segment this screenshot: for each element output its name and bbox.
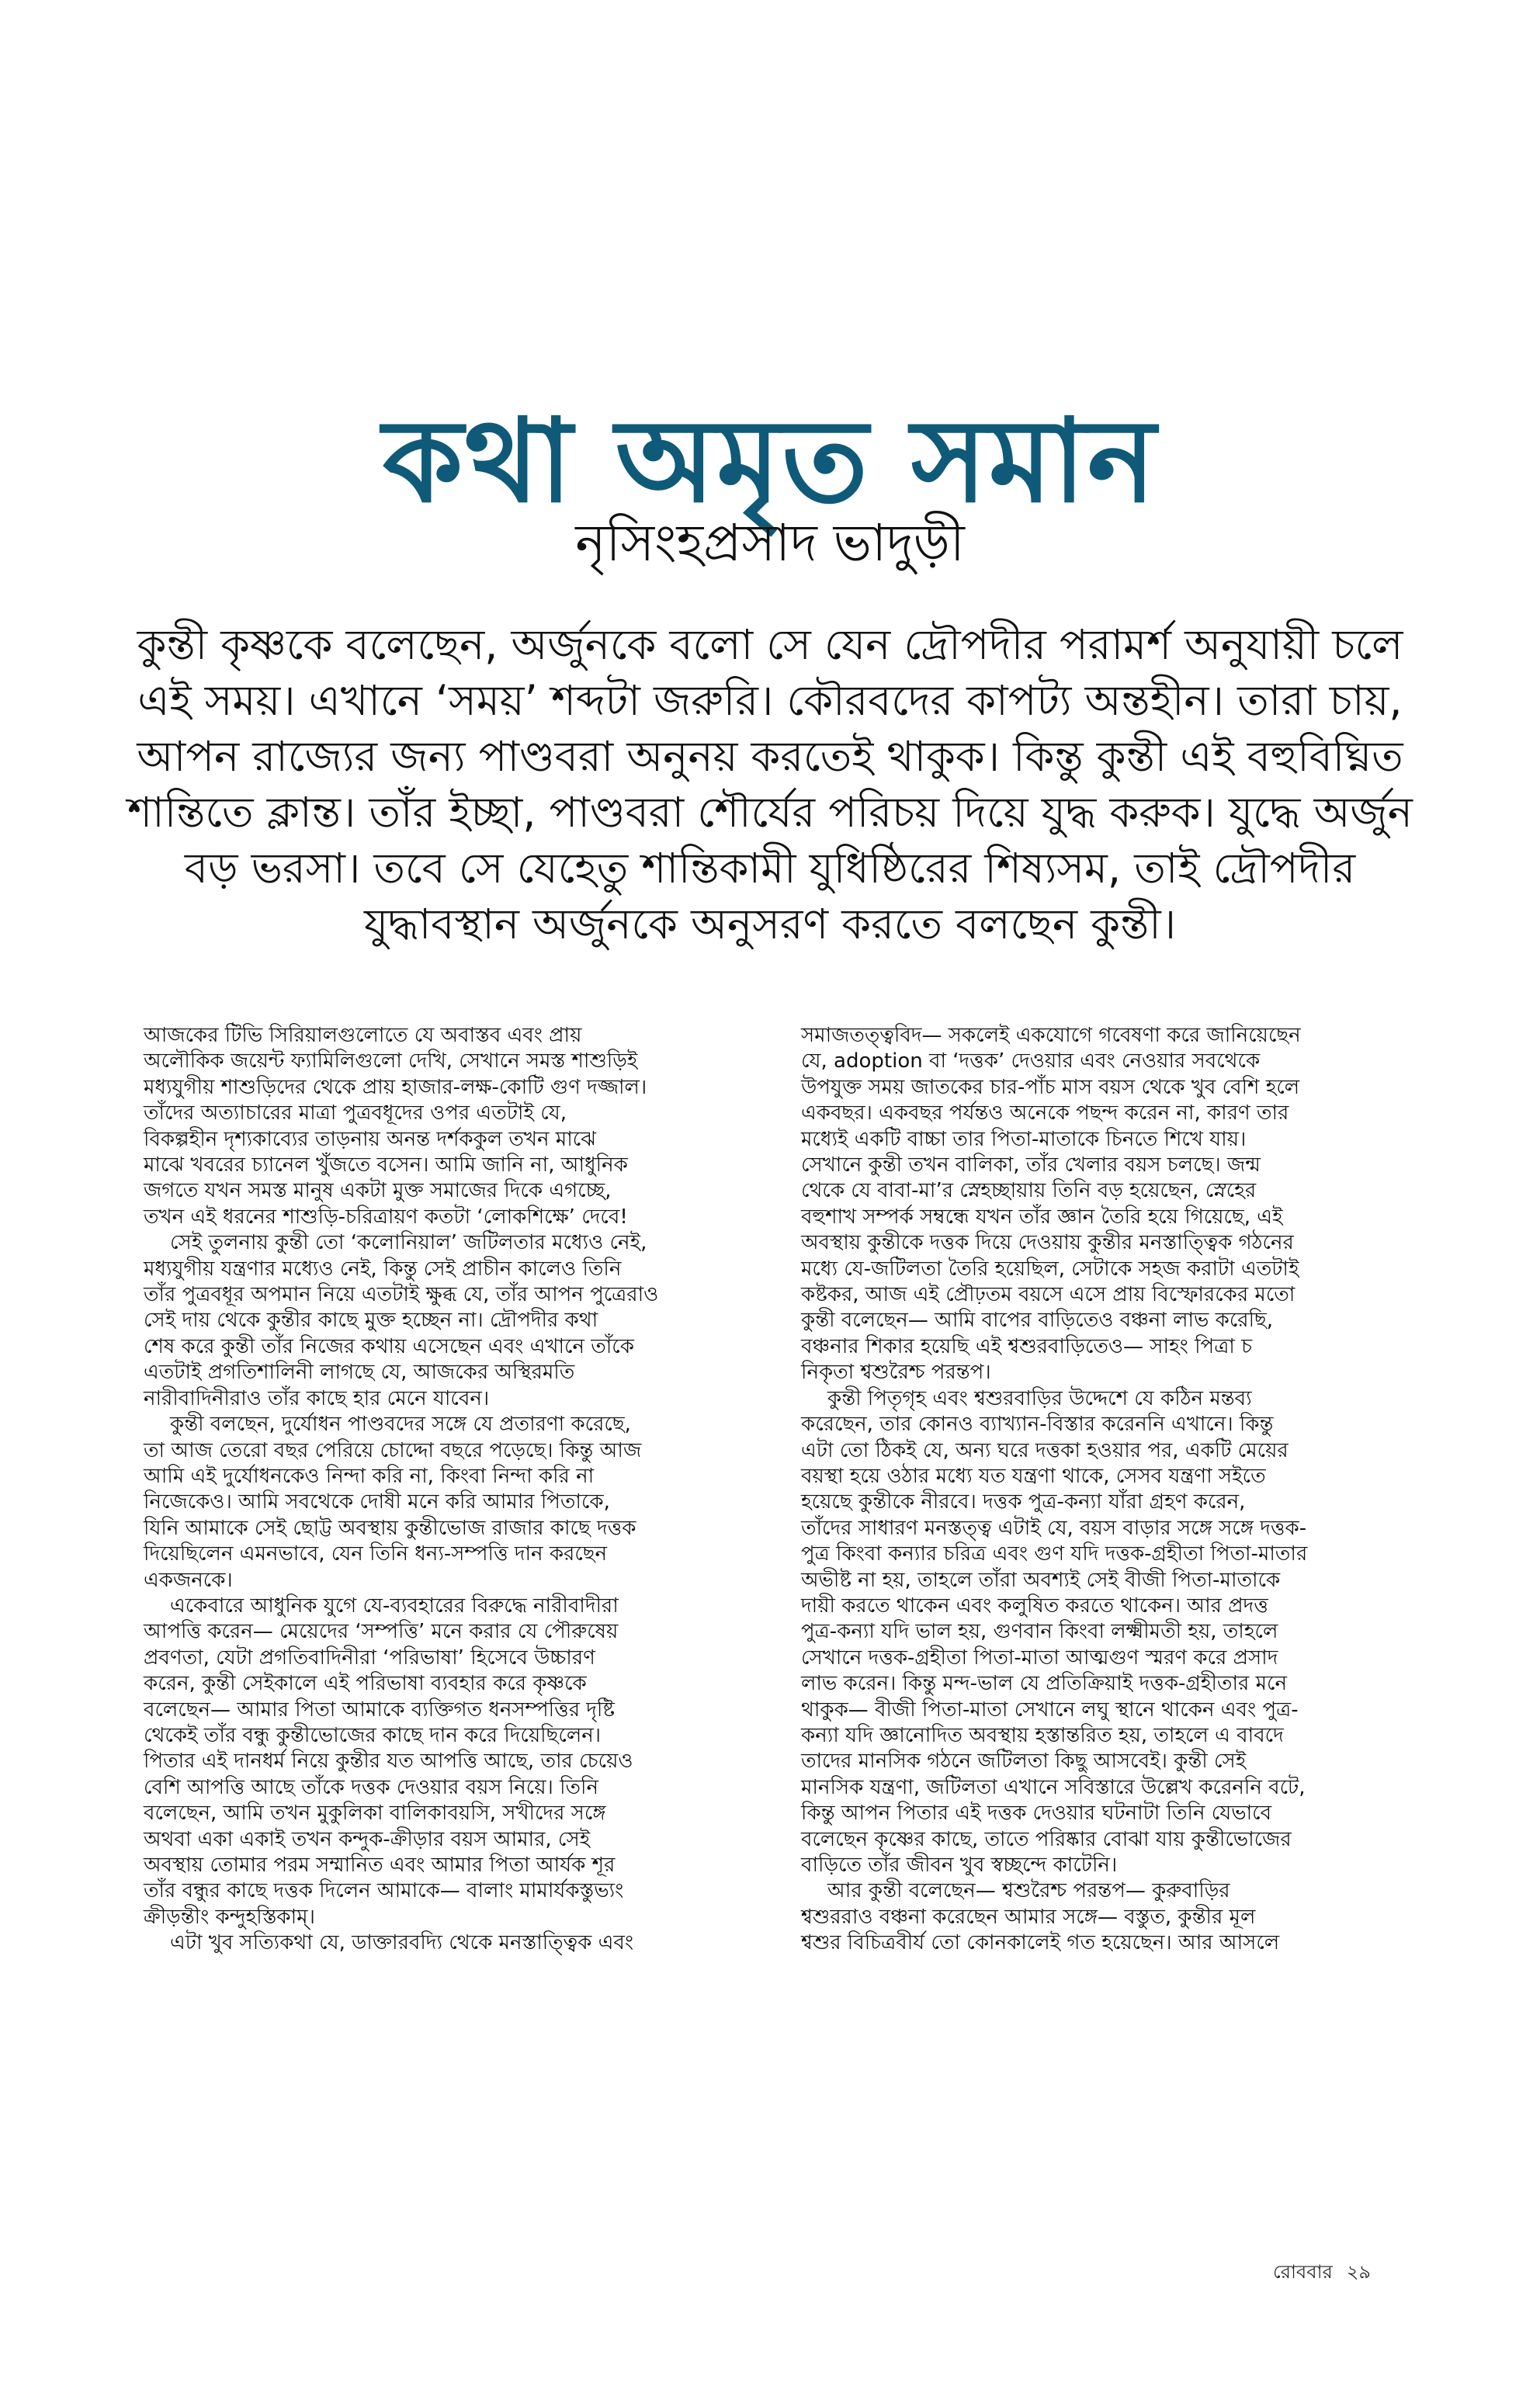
body-text-line: মাঝে খবরের চ্যানেল খুঁজতে বসেন। আমি জানি না, আধুনিক (144, 1153, 628, 1177)
body-text-line: তাঁদের অত্যাচারের মাত্রা পুত্রবধূদের ওপর এতটাই যে, (144, 1101, 567, 1125)
body-text-line: পুত্র-কন্যা যদি ভাল হয়, গুণবান কিংবা লক্ষ্মীমতী হয়, তাহলে (801, 1620, 1278, 1644)
body-text-line: বাড়িতে তাঁর জীবন খুব স্বচ্ছন্দে কাটেনি। (801, 1854, 1118, 1877)
body-text-line: সেই তুলনায় কুন্তী তো ‘কলোনিয়াল’ জটিলতার মধ্যেও নেই, (170, 1231, 647, 1255)
body-text-line: করেছেন, তার কোনও ব্যাখ্যান-বিস্তার করেননি এখানে। কিন্তু (801, 1413, 1274, 1437)
intro-line: শান্তিতে ক্লান্ত। তাঁর ইচ্ছা, পাণ্ডবরা শৌর্যের পরিচয় দিয়ে যুদ্ধ করুক। যুদ্ধে অর্জুন (127, 788, 1413, 837)
body-text-line: তখন এই ধরনের শাশুড়ি-চরিত্রায়ণ কতটা ‘লোকশিক্ষে’ দেবে! (144, 1205, 628, 1229)
body-text-line: যে, adoption বা ‘দত্তক’ দেওয়ার এবং নেওয়ার সবথেকে (801, 1049, 1261, 1073)
body-text-line: অথবা একা একাই তখন কন্দুক-ক্রীড়ার বয়স আমার, সেই (144, 1827, 591, 1851)
body-text-line: নিজেকেও। আমি সবথেকে দোষী মনে করি আমার পিতাকে, (144, 1490, 610, 1514)
body-column-right (801, 1023, 1445, 1957)
magazine-name: রোববার (1273, 2261, 1333, 2283)
body-text-line: কিন্তু আপন পিতার এই দত্তক দেওয়ার ঘটনাটা তিনি যেভাবে (801, 1802, 1272, 1826)
body-text-line: একেবারে আধুনিক যুগে যে-ব্যবহারের বিরুদ্ধে নারীবাদীরা (170, 1594, 619, 1618)
body-text-line: বহুশাখ সম্পর্ক সম্বন্ধে যখন তাঁর জ্ঞান তৈরি হয়ে গিয়েছে, এই (801, 1205, 1283, 1229)
body-text-line: মধ্যযুগীয় যন্ত্রণার মধ্যেও নেই, কিন্তু সেই প্রাচীন কালেও তিনি (144, 1257, 622, 1281)
body-text-line: জগতে যখন সমস্ত মানুষ একটা মুক্ত সমাজের দিকে এগচ্ছে, (144, 1179, 612, 1203)
intro-line: বড় ভরসা। তবে সে যেহেতু শান্তিকামী যুধিষ্ঠিরের শিষ্যসম, তাই দ্রৌপদীর (184, 844, 1356, 893)
author-byline: নৃসিংহপ্রসাদ ভাদুড়ী (575, 513, 965, 573)
intro-line: এই সময়। এখানে ‘সময়’ শব্দটা জরুরি। কৌরবদের কাপট্য অন্তহীন। তারা চায়, (137, 676, 1403, 725)
body-text-line: থেকেই তাঁর বন্ধু কুন্তীভোজের কাছে দান করে দিয়েছিলেন। (144, 1723, 602, 1747)
body-text-line: দায়ী করতে থাকেন এবং কলুষিত করতে থাকেন। আর প্রদত্ত (801, 1594, 1268, 1618)
body-text-line: থেকে যে বাবা-মা’র স্নেহচ্ছায়ায় তিনি বড় হয়েছেন, স্নেহের (801, 1179, 1257, 1203)
body-text-line: মধ্যযুগীয় শাশুড়িদের থেকে প্রায় হাজার-লক্ষ-কোটি গুণ দজ্জাল। (144, 1075, 647, 1099)
body-text-line: অলৌকিক জয়েন্ট ফ্যামিলিগুলো দেখি, সেখানে সমস্ত শাশুড়িই (144, 1049, 638, 1073)
body-text-line: পিতার এই দানধর্ম নিয়ে কুন্তীর যত আপত্তি আছে, তার চেয়েও (144, 1750, 633, 1774)
body-text-line: এটা খুব সত্যিকথা যে, ডাক্তারবদ্যি থেকে মনস্তাত্ত্বিক এবং (170, 1931, 634, 1955)
article-title: কথা অমৃত সমান (383, 394, 1157, 529)
body-text-line: সেখানে দত্তক-গ্রহীতা পিতা-মাতা আত্মগুণ স্মরণ করে প্রসাদ (801, 1646, 1278, 1670)
body-text-line: মধ্যেই একটি বাচ্চা তার পিতা-মাতাকে চিনতে শিখে যায়। (801, 1127, 1247, 1151)
body-text-line: তাঁর পুত্রবধূর অপমান নিয়ে এতটাই ক্ষুব্ধ যে, তাঁর আপন পুত্রেরাও (144, 1283, 659, 1307)
body-text-line: একবছর। একবছর পর্যন্তও অনেকে পছন্দ করেন না, কারণ তার (801, 1101, 1289, 1125)
body-column-left (144, 1023, 788, 1957)
intro-line: কুন্তী কৃষ্ণকে বলেছেন, অর্জুনকে বলো সে যেন দ্রৌপদীর পরামর্শ অনুযায়ী চলে (137, 620, 1403, 669)
body-text-line: মানসিক যন্ত্রণা, জটিলতা এখানে সবিস্তারে উল্লেখ করেননি বটে, (801, 1775, 1306, 1799)
body-text-line: বিকল্পহীন দৃশ্যকাব্যের তাড়নায় অনন্ত দর্শককুল তখন মাঝে (144, 1127, 596, 1151)
body-text-line: বঞ্চনার শিকার হয়েছি এই শ্বশুরবাড়িতেও— সাহং পিত্রা চ (801, 1334, 1253, 1358)
body-text-line: তাঁর বন্ধুর কাছে দত্তক দিলেন আমাকে— বালাং মামার্যকস্তুভ্যং (144, 1879, 624, 1903)
body-text-line: এতটাই প্রগতিশালিনী লাগছে যে, আজকের অস্থিরমতি (144, 1361, 575, 1385)
body-text-line: কষ্টকর, আজ এই প্রৌঢ়তম বয়সে এসে প্রায় বিস্ফোরকের মতো (801, 1283, 1295, 1307)
body-text-line: শ্বশুররাও বঞ্চনা করেছেন আমার সঙ্গে— বস্তুত, কুন্তীর মূল (801, 1905, 1256, 1929)
body-text-line: অবস্থায় কুন্তীকে দত্তক দিয়ে দেওয়ায় কুন্তীর মনস্তাত্ত্বিক গঠনের (801, 1231, 1294, 1255)
intro-deck (116, 617, 1424, 952)
body-text-line: মধ্যে যে-জটিলতা তৈরি হয়েছিল, সেটাকে সহজ করাটা এতটাই (801, 1257, 1299, 1281)
body-text-line: পুত্র কিংবা কন্যার চরিত্র এবং গুণ যদি দত্তক-গ্রহীতা পিতা-মাতার (801, 1542, 1308, 1566)
body-text-line: থাকুক— বীজী পিতা-মাতা সেখানে লঘু স্থানে থাকেন এবং পুত্র- (801, 1698, 1299, 1722)
body-text-line: ক্রীড়ন্তীং কন্দুহস্তিকাম্। (144, 1905, 315, 1929)
body-text-line: বয়স্থা হয়ে ওঠার মধ্যে যত যন্ত্রণা থাকে, সেসব যন্ত্রণা সইতে (801, 1464, 1266, 1488)
body-text-line: অবস্থায় তোমার পরম সম্মানিত এবং আমার পিতা আর্যক শূর (144, 1854, 616, 1877)
body-text-line: অভীষ্ট না হয়, তাহলে তাঁরা অবশ্যই সেই বীজী পিতা-মাতাকে (801, 1568, 1281, 1592)
body-text-line: বেশি আপত্তি আছে তাঁকে দত্তক দেওয়ার বয়স নিয়ে। তিনি (144, 1775, 599, 1799)
intro-line: যুদ্ধাবস্থান অর্জুনকে অনুসরণ করতে বলছেন কুন্তী। (363, 900, 1177, 949)
body-text-line: নারীবাদিনীরাও তাঁর কাছে হার মেনে যাবেন। (144, 1386, 490, 1410)
body-text-line: শেষ করে কুন্তী তাঁর নিজের কথায় এসেছেন এবং এখানে তাঁকে (144, 1334, 634, 1358)
body-text-line: কুন্তী বলছেন, দুর্যোধন পাণ্ডবদের সঙ্গে যে প্রতারণা করেছে, (170, 1413, 631, 1437)
body-text-line: সেই দায় থেকে কুন্তীর কাছে মুক্ত হচ্ছেন না। দ্রৌপদীর কথা (144, 1309, 598, 1333)
body-text-line: আর কুন্তী বলেছেন— শ্বশুরৈশ্চ পরন্তপ— কুরুবাড়ির (827, 1879, 1230, 1903)
body-text-line: সেখানে কুন্তী তখন বালিকা, তাঁর খেলার বয়স চলছে। জন্ম (801, 1153, 1261, 1177)
body-text-line: সমাজতত্ত্ববিদ— সকলেই একযোগে গবেষণা করে জানিয়েছেন (801, 1024, 1301, 1047)
body-text-line: একজনকে। (144, 1568, 233, 1592)
body-text-line: যিনি আমাকে সেই ছোট্ট অবস্থায় কুন্তীভোজ রাজার কাছে দত্তক (144, 1516, 636, 1540)
page-number: ২৯ (1346, 2261, 1371, 2283)
body-text-line: নিকৃতা শ্বশুরৈশ্চ পরন্তপ। (801, 1361, 991, 1385)
body-text-line: করেন, কুন্তী সেইকালে এই পরিভাষা ব্যবহার করে কৃষ্ণকে (144, 1672, 587, 1696)
body-text-line: কুন্তী বলেছেন— আমি বাপের বাড়িতেও বঞ্চনা লাভ করেছি, (801, 1309, 1274, 1333)
body-text-line: হয়েছে কুন্তীকে নীরবে। দত্তক পুত্র-কন্যা যাঁরা গ্রহণ করেন, (801, 1490, 1246, 1514)
body-text-line: তাদের মানসিক গঠনে জটিলতা কিছু আসবেই। কুন্তী সেই (801, 1750, 1247, 1774)
body-text-line: কুন্তী পিতৃগৃহ এবং শ্বশুরবাড়ির উদ্দেশে যে কঠিন মন্তব্য (827, 1386, 1252, 1410)
body-text-line: লাভ করেন। কিন্তু মন্দ-ভাল যে প্রতিক্রিয়াই দত্তক-গ্রহীতার মনে (801, 1672, 1287, 1696)
body-text-line: বলেছেন— আমার পিতা আমাকে ব্যক্তিগত ধনসম্পত্তির দৃষ্টি (144, 1698, 615, 1722)
body-text-line: আজকের টিভি সিরিয়ালগুলোতে যে অবাস্তব এবং প্রায় (144, 1024, 582, 1047)
page-footer (1273, 2260, 1371, 2284)
body-text-line: বলেছেন, আমি তখন মুকুলিকা বালিকাবয়সি, সখীদের সঙ্গে (144, 1802, 606, 1826)
body-text-line: প্রবণতা, যেটা প্রগতিবাদিনীরা ‘পরিভাষা’ হিসেবে উচ্চারণ (144, 1646, 595, 1670)
body-text-line: তাঁদের সাধারণ মনস্তত্ত্ব এটাই যে, বয়স বাড়ার সঙ্গে সঙ্গে দত্তক- (801, 1516, 1307, 1540)
body-text-line: বলেছেন কৃষ্ণের কাছে, তাতে পরিষ্কার বোঝা যায় কুন্তীভোজের (801, 1827, 1292, 1851)
body-text-line: আমি এই দুর্যোধনকেও নিন্দা করি না, কিংবা নিন্দা করি না (144, 1464, 595, 1488)
body-text-line: দিয়েছিলেন এমনভাবে, যেন তিনি ধন্য-সম্পত্তি দান করছেন (144, 1542, 608, 1566)
body-text-line: আপত্তি করেন— মেয়েদের ‘সম্পত্তি’ মনে করার যে পৌরুষেয় (144, 1620, 619, 1644)
body-text-line: শ্বশুর বিচিত্রবীর্য তো কোনকালেই গত হয়েছেন। আর আসলে (801, 1931, 1280, 1955)
body-text-line: কন্যা যদি জ্ঞানোদিত অবস্থায় হস্তান্তরিত হয়, তাহলে এ বাবদে (801, 1723, 1284, 1747)
body-text-line: এটা তো ঠিকই যে, অন্য ঘরে দত্তকা হওয়ার পর, একটি মেয়ের (801, 1438, 1289, 1462)
body-text-line: উপযুক্ত সময় জাতকের চার-পাঁচ মাস বয়স থেকে খুব বেশি হলে (801, 1075, 1300, 1099)
body-text-line: তা আজ তেরো বছর পেরিয়ে চোদ্দো বছরে পড়েছে। কিন্তু আজ (144, 1438, 642, 1462)
intro-line: আপন রাজ্যের জন্য পাণ্ডবরা অনুনয় করতেই থাকুক। কিন্তু কুন্তী এই বহুবিঘ্নিত (137, 732, 1403, 781)
